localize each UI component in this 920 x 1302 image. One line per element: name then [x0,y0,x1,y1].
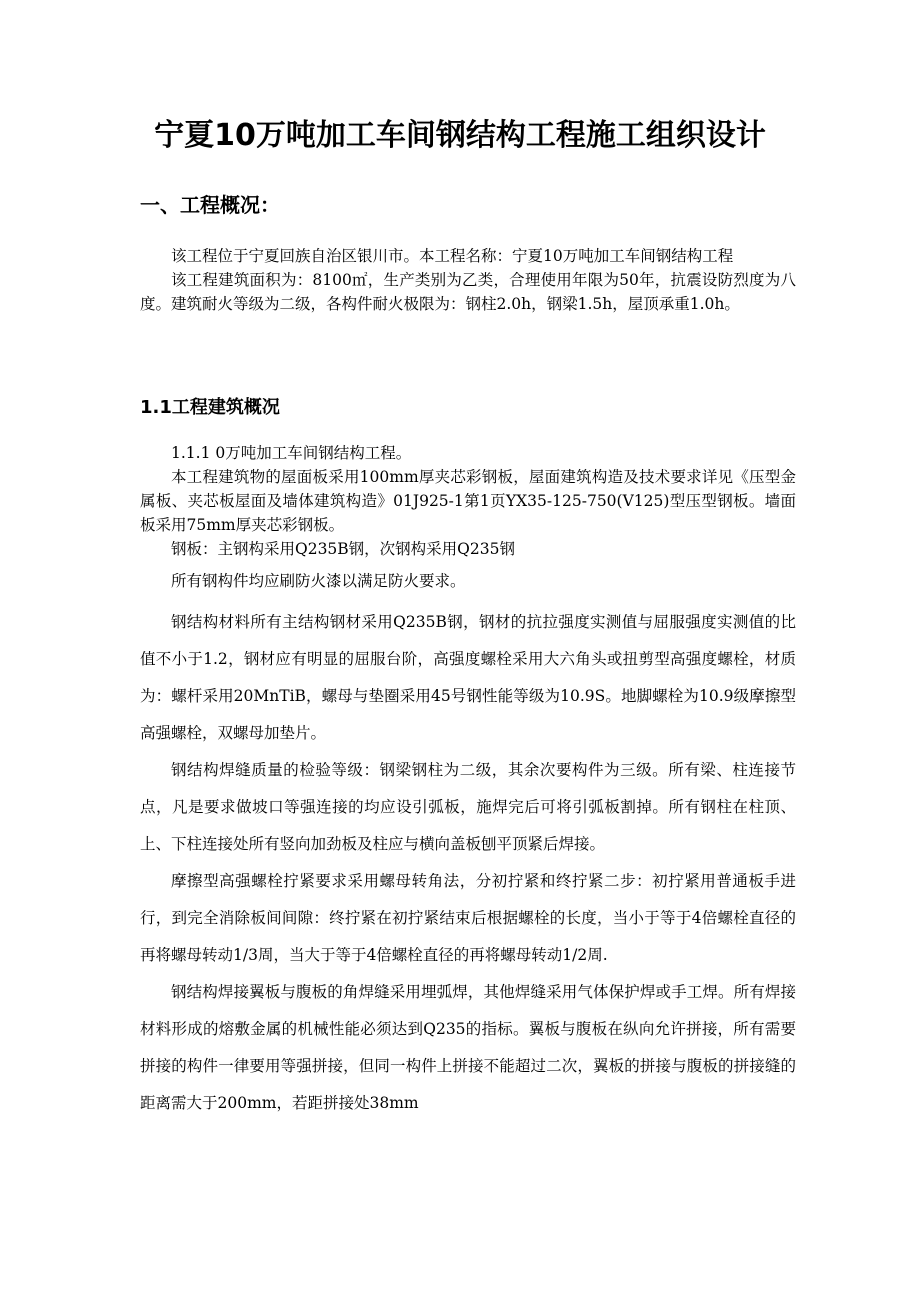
section-building-body-loose [140,604,796,1122]
paragraph: 1.1.1 0万吨加工车间钢结构工程。 [171,444,412,462]
paragraph: 摩擦型高强螺栓拧紧要求采用螺母转角法，分初拧紧和终拧紧二步：初拧紧用普通板手进行，到完全消除板间间隙：终拧紧在初拧紧结束后根据螺栓的长度，当小于等于4倍螺栓直径的再将螺母转动1/3周，当大于等于4倍螺栓直径的再将螺母转动1/2周. [140,872,796,964]
paragraph: 所有钢构件均应刷防火漆以满足防火要求。 [171,572,466,590]
paragraph: 钢板：主钢构采用Q235B钢，次钢构采用Q235钢 [171,540,515,558]
paragraph: 该工程位于宁夏回族自治区银川市。本工程名称：宁夏10万吨加工车间钢结构工程 [171,247,734,265]
section-heading-overview: 一、工程概况： [140,193,280,217]
paragraph: 钢结构焊缝质量的检验等级：钢梁钢柱为二级，其余次要构件为三级。所有梁、柱连接节点，凡是要求做坡口等强连接的均应设引弧板，施焊完后可将引弧板割掉。所有钢柱在柱顶、上、下柱连接处所有竖向加劲板及柱应与横向盖板刨平顶紧后焊接。 [140,761,796,853]
section-heading-building-overview: 1.1工程建筑概况 [140,397,280,418]
document-title: 宁夏10万吨加工车间钢结构工程施工组织设计 [154,118,766,153]
paragraph: 该工程建筑面积为：8100㎡，生产类别为乙类，合理使用年限为50年，抗震设防烈度为八度。建筑耐火等级为二级，各构件耐火极限为：钢柱2.0h，钢梁1.5h，屋顶承重1.0h。 [140,271,796,313]
section-overview-body [140,244,796,316]
paragraph: 钢结构焊接翼板与腹板的角焊缝采用埋弧焊，其他焊缝采用气体保护焊或手工焊。所有焊接材料形成的熔敷金属的机械性能必须达到Q235的指标。翼板与腹板在纵向允许拼接，所有需要拼接的构件一律要用等强拼接，但同一构件上拼接不能超过二次，翼板的拼接与腹板的拼接缝的距离需大于200mm，若距拼接处38mm [140,983,796,1112]
section-building-body-tight [140,441,796,593]
paragraph: 本工程建筑物的屋面板采用100mm厚夹芯彩钢板，屋面建筑构造及技术要求详见《压型金属板、夹芯板屋面及墙体建筑构造》01J925-1第1页YX35-125-750(V125)型压型钢板。墙面板采用75mm厚夹芯彩钢板。 [140,468,796,534]
paragraph: 钢结构材料所有主结构钢材采用Q235B钢，钢材的抗拉强度实测值与屈服强度实测值的比值不小于1.2，钢材应有明显的屈服台阶，高强度螺栓采用大六角头或扭剪型高强度螺栓，材质为：螺杆采用20MnTiB，螺母与垫圈采用45号钢性能等级为10.9S。地脚螺栓为10.9级摩擦型高强螺栓，双螺母加垫片。 [140,613,796,742]
